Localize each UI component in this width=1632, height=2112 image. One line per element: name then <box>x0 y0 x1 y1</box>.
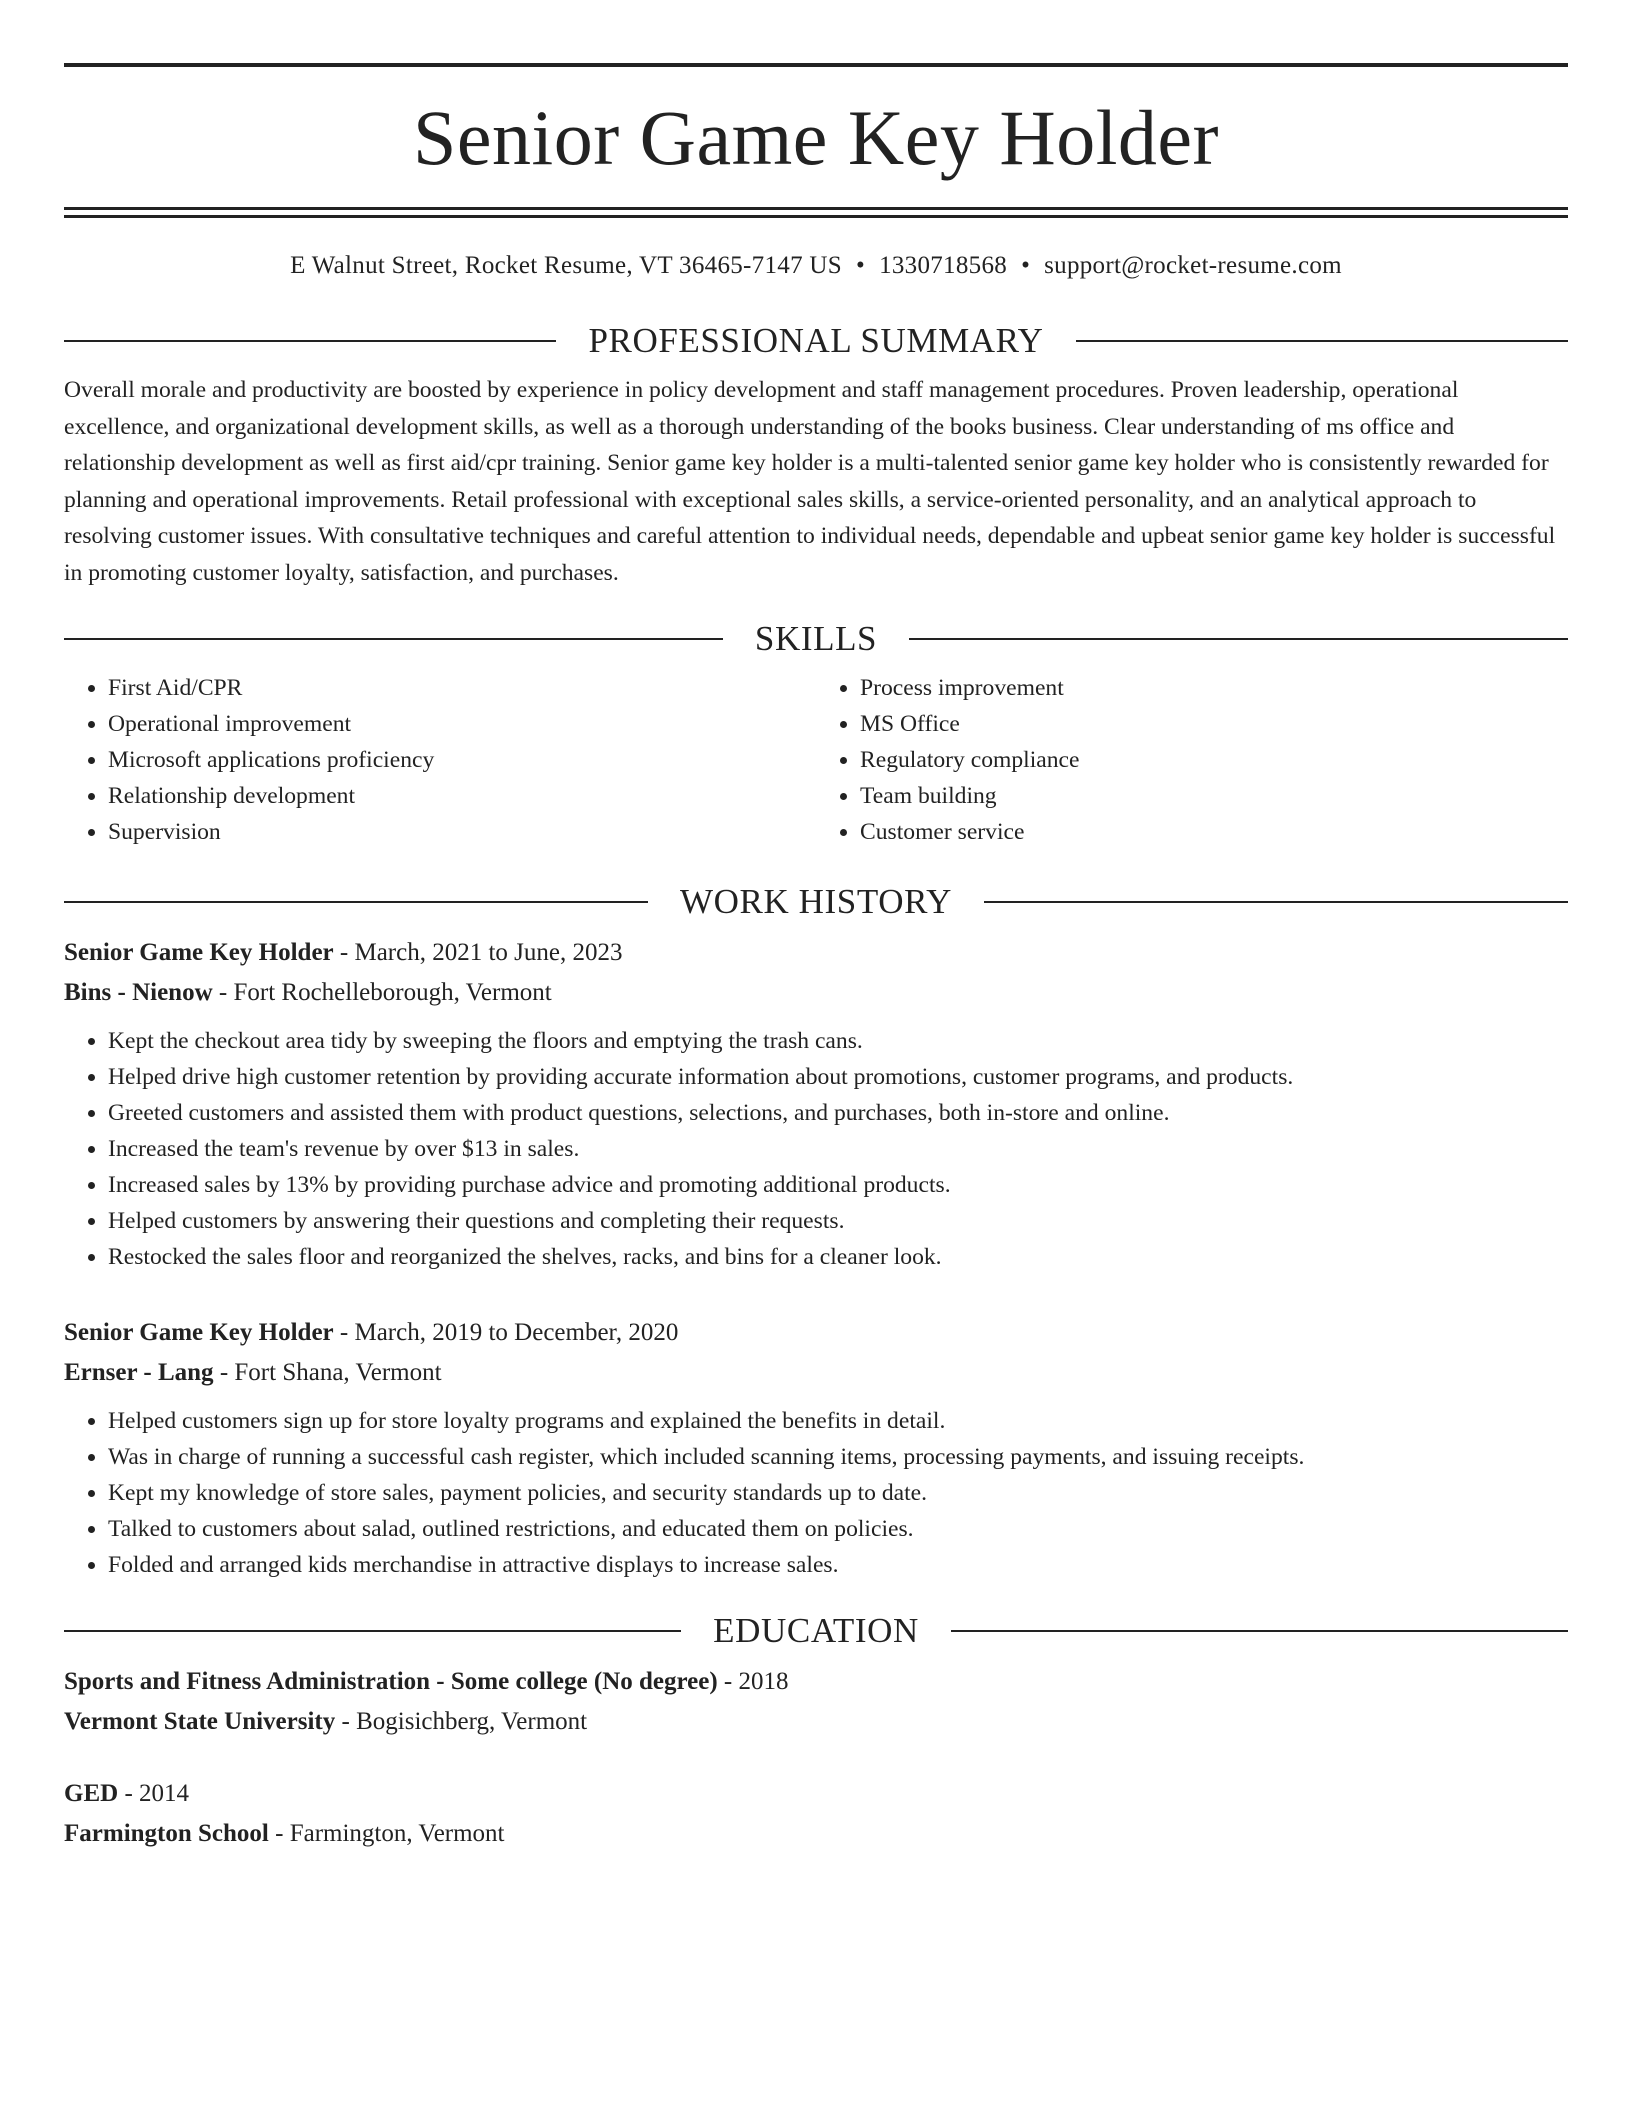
summary-heading <box>64 323 1568 358</box>
list-item: • Helped drive high customer retention by providing accurate information about promotions, customer programs, and products. <box>108 1059 1568 1095</box>
skill-item: • Microsoft applications proficiency <box>108 742 816 778</box>
job-company: Bins - Nienow <box>64 979 213 1006</box>
list-item: • Restocked the sales floor and reorganized the shelves, racks, and bins for a cleaner look. <box>108 1239 1568 1275</box>
heading-rule-right <box>984 901 1568 903</box>
skill-item: • First Aid/CPR <box>108 670 816 706</box>
job-dates: - March, 2019 to December, 2020 <box>339 1319 679 1346</box>
education-heading <box>64 1613 1568 1648</box>
education-school: Farmington School <box>64 1820 269 1847</box>
education-school-line <box>64 1814 1568 1854</box>
heading-rule-left <box>64 638 723 640</box>
job-location: - Fort Rochelleborough, Vermont <box>218 979 552 1006</box>
list-item: • Kept my knowledge of store sales, payment policies, and security standards up to date. <box>108 1475 1568 1511</box>
job-entry <box>64 933 1568 1275</box>
contact-phone: 1330718568 <box>879 252 1008 279</box>
job-entry <box>64 1313 1568 1583</box>
job-dates: - March, 2021 to June, 2023 <box>339 939 623 966</box>
skill-item: • Regulatory compliance <box>860 742 1568 778</box>
list-item: • Kept the checkout area tidy by sweeping the floors and emptying the trash cans. <box>108 1023 1568 1059</box>
job-title: Senior Game Key Holder <box>64 1319 334 1346</box>
skill-item: • Supervision <box>108 814 816 850</box>
job-bullets <box>64 1403 1568 1583</box>
job-title-line <box>64 1313 1568 1353</box>
education-location: - Bogisichberg, Vermont <box>341 1708 588 1735</box>
education-heading-label: EDUCATION <box>713 1611 919 1650</box>
education-school: Vermont State University <box>64 1708 336 1735</box>
education-year: - 2014 <box>124 1780 190 1807</box>
contact-separator: • <box>1021 252 1031 279</box>
education-degree: Sports and Fitness Administration - Some college (No degree) <box>64 1668 718 1695</box>
education-entry <box>64 1662 1568 1742</box>
list-item: • Talked to customers about salad, outlined restrictions, and educated them on policies. <box>108 1511 1568 1547</box>
heading-rule-right <box>1076 340 1568 342</box>
education-entry <box>64 1774 1568 1854</box>
title-double-rule <box>64 207 1568 218</box>
education-location: - Farmington, Vermont <box>275 1820 505 1847</box>
job-title: Senior Game Key Holder <box>64 939 334 966</box>
education-year: - 2018 <box>723 1668 789 1695</box>
heading-rule-right <box>909 638 1568 640</box>
job-company: Ernser - Lang <box>64 1359 214 1386</box>
contact-address: E Walnut Street, Rocket Resume, VT 36465-7147 US <box>290 252 842 279</box>
contact-line <box>64 251 1568 281</box>
skill-item: • Relationship development <box>108 778 816 814</box>
resume-page <box>64 0 1568 1854</box>
summary-heading-label: PROFESSIONAL SUMMARY <box>588 321 1044 360</box>
skill-item: • Process improvement <box>860 670 1568 706</box>
skill-item: • MS Office <box>860 706 1568 742</box>
job-company-line <box>64 973 1568 1013</box>
contact-email: support@rocket-resume.com <box>1044 252 1342 279</box>
education-degree-line <box>64 1774 1568 1814</box>
list-item: • Increased the team's revenue by over $13 in sales. <box>108 1131 1568 1167</box>
job-company-line <box>64 1353 1568 1393</box>
list-item: • Increased sales by 13% by providing purchase advice and promoting additional products. <box>108 1167 1568 1203</box>
job-bullets <box>64 1023 1568 1275</box>
skills-heading <box>64 621 1568 656</box>
skill-item: • Customer service <box>860 814 1568 850</box>
education-degree: GED <box>64 1780 119 1807</box>
work-heading <box>64 884 1568 919</box>
job-location: - Fort Shana, Vermont <box>219 1359 442 1386</box>
list-item: • Helped customers by answering their questions and completing their requests. <box>108 1203 1568 1239</box>
summary-text: Overall morale and productivity are boosted by experience in policy development and staff management procedures. Proven leadership, operational excellence, and organizational development skills, as well as a thorough understanding of the books business. Clear understanding of ms office and relationship development as well as first aid/cpr training. Senior game key holder is a multi-talented senior game key holder who is consistently rewarded for planning and operational improvements. Retail professional with exceptional sales skills, a service-oriented personality, and an analytical approach to resolving customer issues. With consultative techniques and careful attention to individual needs, dependable and upbeat senior game key holder is successful in promoting customer loyalty, satisfaction, and purchases. <box>64 377 1556 586</box>
heading-rule-right <box>951 1630 1568 1632</box>
list-item: • Was in charge of running a successful cash register, which included scanning items, processing payments, and issuing receipts. <box>108 1439 1568 1475</box>
work-heading-label: WORK HISTORY <box>680 882 952 921</box>
heading-rule-left <box>64 1630 681 1632</box>
heading-rule-left <box>64 340 556 342</box>
skills-column-right <box>816 670 1568 850</box>
skills-list <box>64 670 1568 850</box>
job-title-line <box>64 933 1568 973</box>
education-degree-line <box>64 1662 1568 1702</box>
list-item: • Helped customers sign up for store loyalty programs and explained the benefits in detail. <box>108 1403 1568 1439</box>
contact-separator: • <box>856 252 866 279</box>
education-school-line <box>64 1702 1568 1742</box>
list-item: • Greeted customers and assisted them with product questions, selections, and purchases, both in-store and online. <box>108 1095 1568 1131</box>
skills-heading-label: SKILLS <box>754 619 878 658</box>
heading-rule-left <box>64 901 648 903</box>
skills-column-left <box>64 670 816 850</box>
skill-item: • Operational improvement <box>108 706 816 742</box>
resume-title: Senior Game Key Holder <box>413 94 1219 181</box>
list-item: • Folded and arranged kids merchandise in attractive displays to increase sales. <box>108 1547 1568 1583</box>
skill-item: • Team building <box>860 778 1568 814</box>
